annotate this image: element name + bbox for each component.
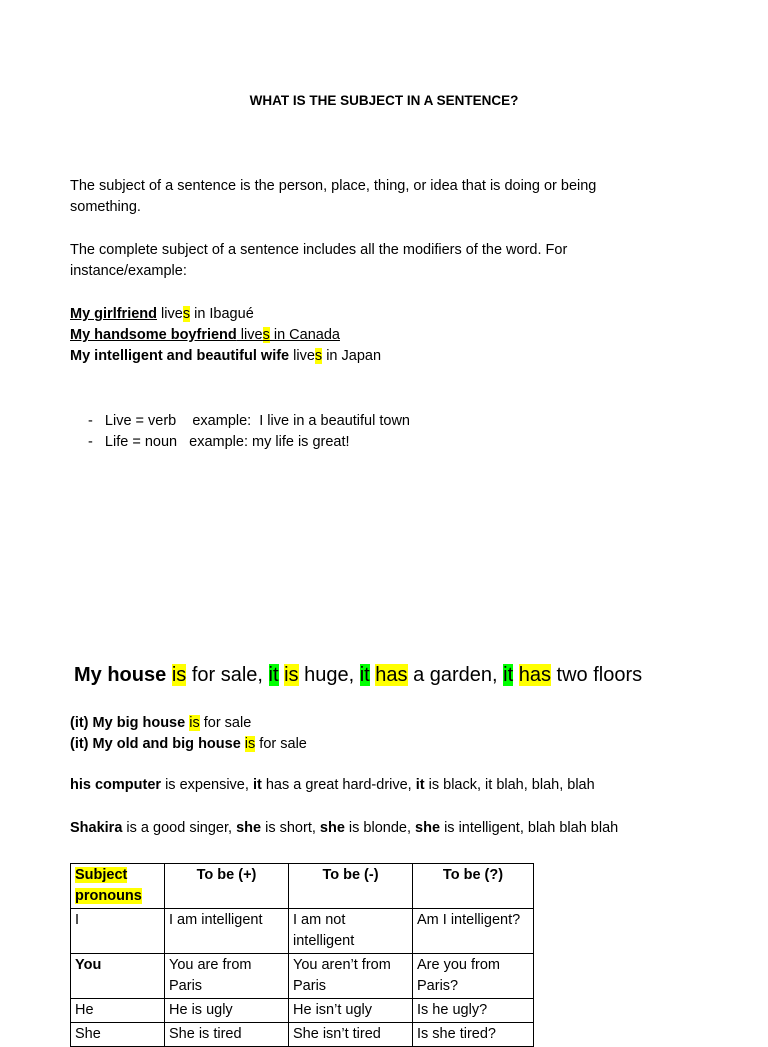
it-examples <box>70 713 307 755</box>
verb-highlight: is <box>244 736 256 752</box>
table-row <box>71 954 534 999</box>
verb-highlight: has <box>375 664 408 686</box>
pronoun-highlight: it <box>359 664 370 686</box>
example-subject: My girlfriend <box>70 306 158 322</box>
sentence-text: has a great hard-drive, <box>261 777 416 793</box>
example-subject: My handsome boyfriend <box>70 327 237 343</box>
sentence-text: huge, <box>298 664 360 686</box>
sentence-text <box>166 664 172 686</box>
table-row <box>71 999 534 1023</box>
pronoun-highlight: it <box>503 664 514 686</box>
verb-highlight: has <box>518 664 551 686</box>
sentence-text <box>513 664 519 686</box>
table-row <box>71 1023 534 1047</box>
subject-word: it <box>415 777 425 793</box>
table-cell: She isn’t tired <box>289 1023 413 1047</box>
bullet-list <box>88 411 410 453</box>
sentence-text: is black, it blah, blah, blah <box>424 777 595 793</box>
sentence-text: is intelligent, blah blah blah <box>440 820 619 836</box>
to-be-table <box>70 863 534 1047</box>
pronoun-highlight: it <box>268 664 279 686</box>
it-rest: for sale <box>199 715 252 731</box>
subject-word: My house <box>74 664 167 686</box>
table-cell: You <box>71 954 165 999</box>
example-line <box>70 346 381 367</box>
verb-highlight: is <box>171 664 187 686</box>
house-sentence <box>74 664 642 687</box>
sentence-text: is expensive, <box>161 777 253 793</box>
table-header-cell: To be (-) <box>289 864 413 909</box>
example-verb-stem: live <box>236 327 263 343</box>
example-line <box>70 325 381 346</box>
example-verb-suffix: s <box>182 306 191 322</box>
sentence-text: is a good singer, <box>122 820 237 836</box>
table-cell: I <box>71 909 165 954</box>
table-cell: You aren’t from Paris <box>289 954 413 999</box>
bullet-item: - Life = noun example: my life is great! <box>88 434 350 450</box>
page-title: WHAT IS THE SUBJECT IN A SENTENCE? <box>249 93 519 108</box>
bullet-item: - Live = verb example: I live in a beautiful town <box>88 413 410 429</box>
table-cell: Is he ugly? <box>413 999 534 1023</box>
example-rest: in Canada <box>269 327 340 343</box>
table-cell: He is ugly <box>165 999 289 1023</box>
table-cell: Are you from Paris? <box>413 954 534 999</box>
it-prefix: (it) My old and big house <box>70 736 241 752</box>
it-line <box>70 713 307 734</box>
table-cell: Am I intelligent? <box>413 909 534 954</box>
table-cell: I am not intelligent <box>289 909 413 954</box>
table-cell: You are from Paris <box>165 954 289 999</box>
example-subject: My intelligent and beautiful wife <box>70 348 290 364</box>
it-prefix: (it) My big house <box>70 715 186 731</box>
example-verb-stem: live <box>157 306 183 322</box>
example-sentences <box>70 304 381 367</box>
table-row <box>71 909 534 954</box>
sentence-text: is blonde, <box>344 820 416 836</box>
table-header-row <box>71 864 534 909</box>
table-cell: Is she tired? <box>413 1023 534 1047</box>
subject-word: she <box>415 820 441 836</box>
sentence-text: is short, <box>261 820 320 836</box>
table-cell: She is tired <box>165 1023 289 1047</box>
table-header-cell: To be (?) <box>413 864 534 909</box>
subject-word: she <box>319 820 345 836</box>
example-rest: in Japan <box>322 348 382 364</box>
subject-word: his computer <box>70 777 162 793</box>
complete-subject-paragraph: The complete subject of a sentence includes all the modifiers of the word. For instance/example: <box>70 242 568 279</box>
shakira-sentence <box>70 820 618 836</box>
example-rest: in Ibagué <box>190 306 254 322</box>
computer-sentence <box>70 777 595 793</box>
verb-highlight: is <box>284 664 299 686</box>
header-text: Subject pronouns <box>75 867 142 904</box>
example-verb-stem: live <box>289 348 315 364</box>
table-cell: He isn’t ugly <box>289 999 413 1023</box>
subject-word: she <box>236 820 262 836</box>
example-verb-suffix: s <box>262 327 270 343</box>
verb-highlight: is <box>189 715 200 731</box>
table-cell: I am intelligent <box>165 909 289 954</box>
subject-word: Shakira <box>70 820 123 836</box>
sentence-text: a garden, <box>407 664 504 686</box>
subject-word: it <box>252 777 262 793</box>
example-verb-suffix: s <box>314 348 323 364</box>
table-cell: She <box>71 1023 165 1047</box>
table-header-cell <box>71 864 165 909</box>
example-line <box>70 304 381 325</box>
table-cell: He <box>71 999 165 1023</box>
it-line <box>70 734 307 755</box>
it-rest: for sale <box>255 736 307 752</box>
sentence-text: two floors <box>550 664 643 686</box>
table-header-cell: To be (+) <box>165 864 289 909</box>
sentence-text: for sale, <box>186 664 269 686</box>
definition-paragraph: The subject of a sentence is the person, place, thing, or idea that is doing or being something. <box>70 178 597 215</box>
